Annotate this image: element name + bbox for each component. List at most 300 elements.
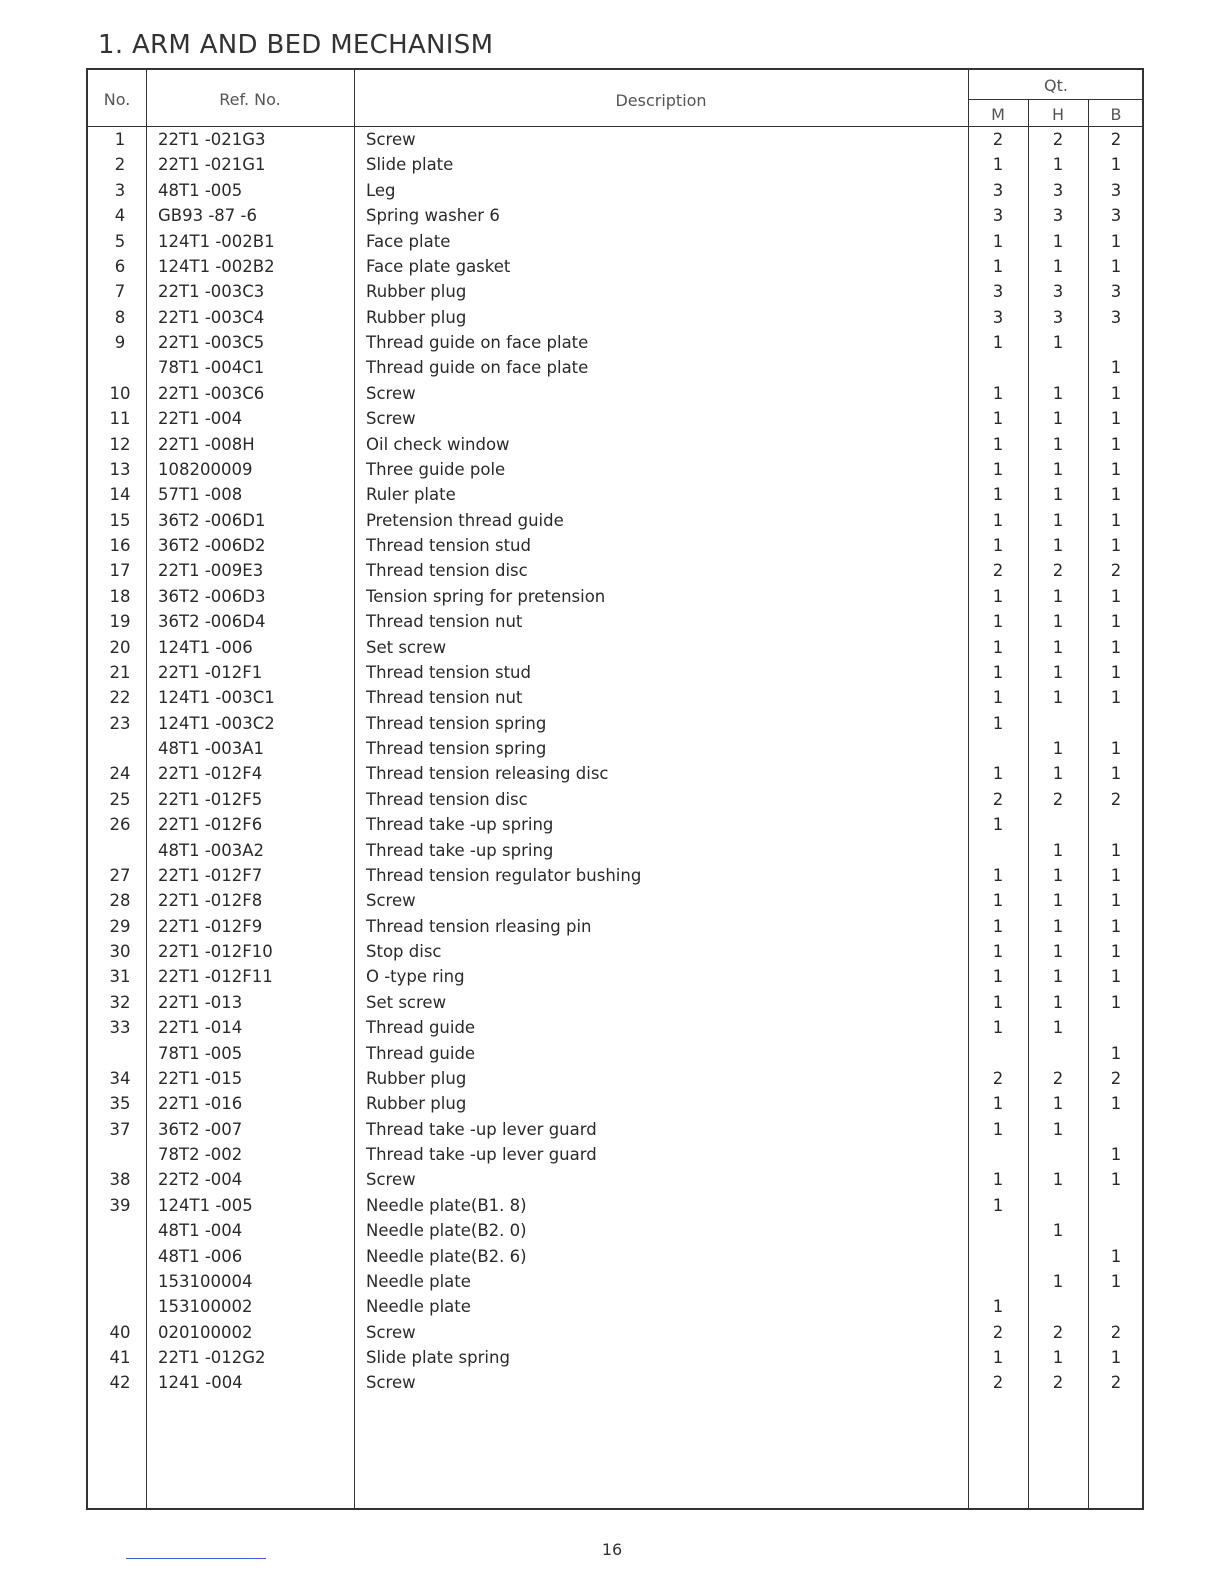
cell-description: Tension spring for pretension — [366, 586, 606, 606]
table-row — [88, 585, 1142, 610]
table-row — [88, 255, 1142, 280]
table-row — [88, 889, 1142, 914]
cell-qty-h: 1 — [1052, 231, 1064, 251]
cell-qty-m: 1 — [992, 1094, 1004, 1114]
cell-ref: 22T1 -012F9 — [158, 916, 263, 936]
cell-qty-m: 1 — [992, 256, 1004, 276]
cell-ref: 36T2 -006D1 — [158, 510, 266, 530]
cell-description: Thread tension spring — [366, 739, 547, 758]
cell-no: 21 — [109, 662, 131, 682]
table-row — [88, 534, 1142, 559]
cell-no: 7 — [114, 282, 126, 302]
cell-qty-h: 2 — [1052, 1322, 1064, 1342]
header-h: H — [1051, 105, 1065, 124]
cell-qty-h: 1 — [1052, 1119, 1064, 1139]
cell-qty-m: 1 — [992, 815, 1004, 835]
cell-qty-b: 1 — [1110, 485, 1122, 505]
table-row — [88, 712, 1142, 737]
cell-qty-b: 1 — [1110, 231, 1122, 251]
table-row — [88, 204, 1142, 229]
cell-qty-h: 1 — [1052, 1221, 1064, 1241]
cell-no: 34 — [109, 1068, 131, 1088]
cell-description: Thread tension disc — [366, 789, 528, 809]
table-row — [88, 1067, 1142, 1092]
cell-description: Thread tension releasing disc — [366, 764, 609, 784]
cell-ref: 22T1 -016 — [158, 1094, 243, 1114]
table-body — [88, 128, 1142, 1397]
cell-ref: 48T1 -003A2 — [158, 840, 265, 860]
cell-qty-h: 1 — [1052, 1018, 1064, 1038]
cell-description: Thread tension disc — [366, 561, 528, 581]
cell-description: Screw — [366, 1170, 416, 1190]
cell-ref: GB93 -87 -6 — [158, 206, 257, 226]
cell-no: 18 — [109, 586, 131, 606]
cell-ref: 36T2 -006D2 — [158, 536, 266, 555]
cell-no: 30 — [109, 942, 131, 961]
cell-ref: 22T1 -012F7 — [158, 865, 263, 885]
cell-no: 5 — [114, 231, 126, 251]
cell-no: 39 — [109, 1195, 131, 1215]
header-description: Description — [615, 91, 707, 110]
page-title: 1. ARM AND BED MECHANISM — [98, 30, 494, 60]
table-row — [88, 458, 1142, 483]
cell-qty-h: 1 — [1052, 1170, 1064, 1190]
cell-no: 27 — [109, 865, 131, 885]
cell-qty-m: 1 — [992, 231, 1004, 251]
cell-qty-b: 1 — [1110, 1094, 1122, 1114]
cell-qty-m: 1 — [992, 155, 1004, 175]
header-ref: Ref. No. — [219, 90, 281, 109]
cell-qty-m: 1 — [992, 662, 1004, 682]
cell-no: 16 — [109, 536, 131, 555]
cell-qty-h: 1 — [1052, 256, 1064, 276]
cell-ref: 124T1 -002B1 — [158, 231, 275, 251]
table-row — [88, 1295, 1142, 1320]
table-row — [88, 1092, 1142, 1117]
cell-description: Thread take -up lever guard — [366, 1145, 597, 1164]
cell-ref: 22T1 -012F10 — [158, 942, 273, 961]
cell-ref: 22T1 -012F11 — [158, 967, 273, 987]
cell-qty-b: 1 — [1110, 1170, 1122, 1190]
cell-qty-m: 1 — [992, 942, 1004, 961]
cell-qty-m: 1 — [992, 637, 1004, 657]
cell-no: 33 — [109, 1018, 131, 1038]
cell-qty-h: 1 — [1052, 688, 1064, 708]
cell-qty-h: 3 — [1052, 206, 1064, 226]
cell-ref: 124T1 -006 — [158, 637, 253, 657]
cell-qty-m: 1 — [992, 333, 1004, 352]
cell-ref: 48T1 -003A1 — [158, 739, 265, 758]
header-m: M — [991, 105, 1005, 124]
table-row — [88, 864, 1142, 889]
cell-description: Ruler plate — [366, 485, 456, 505]
cell-qty-m: 2 — [992, 789, 1004, 809]
header-no: No. — [103, 90, 131, 109]
cell-qty-m: 1 — [992, 409, 1004, 429]
cell-qty-b: 2 — [1110, 1322, 1122, 1342]
cell-description: Needle plate — [366, 1271, 471, 1291]
cell-description: Screw — [366, 409, 416, 429]
cell-ref: 22T1 -012F1 — [158, 662, 263, 682]
cell-ref: 22T1 -012F8 — [158, 891, 263, 911]
cell-qty-b: 1 — [1110, 1145, 1122, 1164]
table-row — [88, 153, 1142, 178]
table-row — [88, 1194, 1142, 1219]
cell-description: Thread guide on face plate — [366, 358, 589, 378]
cell-description: Thread guide — [366, 1018, 476, 1038]
cell-description: Needle plate(B1. 8) — [366, 1195, 527, 1215]
cell-no: 28 — [109, 891, 131, 911]
cell-description: Rubber plug — [366, 1094, 467, 1114]
cell-no: 12 — [109, 434, 131, 454]
cell-no: 32 — [109, 992, 131, 1012]
cell-ref: 22T2 -004 — [158, 1170, 243, 1190]
cell-qty-h: 1 — [1052, 510, 1064, 530]
table-row — [88, 813, 1142, 838]
table-row — [88, 1168, 1142, 1193]
cell-ref: 108200009 — [158, 459, 253, 479]
cell-qty-b: 1 — [1110, 739, 1122, 758]
table-row — [88, 762, 1142, 787]
footer-rule — [126, 1558, 266, 1559]
cell-ref: 22T1 -012F4 — [158, 764, 263, 784]
cell-ref: 22T1 -009E3 — [158, 561, 264, 581]
cell-description: Leg — [366, 180, 396, 200]
cell-qty-b: 1 — [1110, 992, 1122, 1012]
cell-description: Thread tension rleasing pin — [366, 916, 592, 936]
cell-qty-h: 1 — [1052, 840, 1064, 860]
table-row — [88, 788, 1142, 813]
cell-qty-b: 1 — [1110, 409, 1122, 429]
table-row — [88, 940, 1142, 965]
cell-description: Face plate gasket — [366, 256, 511, 276]
cell-no: 42 — [109, 1373, 131, 1393]
header-divider — [88, 126, 1142, 127]
table-row — [88, 382, 1142, 407]
cell-qty-m: 1 — [992, 1018, 1004, 1038]
table-row — [88, 839, 1142, 864]
cell-qty-m: 1 — [992, 1297, 1004, 1317]
cell-qty-m: 1 — [992, 459, 1004, 479]
cell-no: 24 — [109, 764, 131, 784]
cell-qty-m: 1 — [992, 688, 1004, 708]
cell-ref: 36T2 -007 — [158, 1119, 243, 1139]
cell-no: 3 — [114, 180, 126, 200]
table-row — [88, 1371, 1142, 1396]
cell-qty-b: 1 — [1110, 865, 1122, 885]
cell-qty-h: 1 — [1052, 865, 1064, 885]
cell-qty-h: 3 — [1052, 282, 1064, 302]
cell-description: Thread guide — [366, 1043, 476, 1063]
cell-qty-m: 1 — [992, 713, 1004, 733]
cell-qty-m: 2 — [992, 1068, 1004, 1088]
cell-description: Needle plate(B2. 6) — [366, 1246, 527, 1266]
cell-ref: 124T1 -005 — [158, 1195, 253, 1215]
cell-qty-b: 1 — [1110, 1271, 1122, 1291]
cell-qty-b: 2 — [1110, 1373, 1122, 1393]
cell-no: 25 — [109, 789, 131, 809]
cell-qty-h: 1 — [1052, 536, 1064, 555]
table-row — [88, 407, 1142, 432]
cell-qty-m: 1 — [992, 485, 1004, 505]
cell-description: Thread guide on face plate — [366, 333, 589, 352]
cell-qty-m: 1 — [992, 967, 1004, 987]
cell-ref: 22T1 -008H — [158, 434, 255, 454]
table-row — [88, 661, 1142, 686]
cell-ref: 020100002 — [158, 1322, 253, 1342]
cell-description: Thread take -up spring — [366, 815, 554, 835]
divider — [968, 99, 1142, 100]
cell-description: Thread tension stud — [366, 536, 531, 555]
cell-ref: 22T1 -013 — [158, 992, 243, 1012]
header-qt: Qt. — [1044, 76, 1068, 95]
cell-description: Screw — [366, 1373, 416, 1393]
cell-no: 8 — [114, 307, 126, 327]
cell-qty-h: 1 — [1052, 942, 1064, 961]
cell-qty-m: 1 — [992, 992, 1004, 1012]
cell-ref: 124T1 -002B2 — [158, 256, 275, 276]
cell-qty-h: 1 — [1052, 637, 1064, 657]
cell-no: 9 — [114, 333, 126, 352]
cell-qty-h: 3 — [1052, 180, 1064, 200]
cell-qty-b: 1 — [1110, 662, 1122, 682]
cell-description: Three guide pole — [366, 459, 506, 479]
cell-ref: 57T1 -008 — [158, 485, 243, 505]
table-row — [88, 509, 1142, 534]
cell-qty-m: 1 — [992, 916, 1004, 936]
cell-ref: 22T1 -015 — [158, 1068, 243, 1088]
cell-qty-h: 1 — [1052, 612, 1064, 632]
cell-qty-h: 1 — [1052, 434, 1064, 454]
cell-qty-b: 2 — [1110, 789, 1122, 809]
cell-qty-m: 3 — [992, 282, 1004, 302]
cell-qty-b: 1 — [1110, 688, 1122, 708]
cell-description: Thread tension spring — [366, 713, 547, 733]
table-row — [88, 179, 1142, 204]
cell-qty-b: 1 — [1110, 155, 1122, 175]
cell-no: 41 — [109, 1348, 131, 1367]
cell-qty-b: 1 — [1110, 256, 1122, 276]
cell-qty-b: 2 — [1110, 561, 1122, 581]
cell-qty-m: 2 — [992, 561, 1004, 581]
cell-qty-h: 1 — [1052, 1348, 1064, 1367]
cell-qty-b: 1 — [1110, 536, 1122, 555]
cell-qty-h: 1 — [1052, 764, 1064, 784]
cell-qty-m: 2 — [992, 1322, 1004, 1342]
cell-qty-h: 1 — [1052, 1094, 1064, 1114]
cell-no: 37 — [109, 1119, 131, 1139]
cell-qty-m: 1 — [992, 1119, 1004, 1139]
cell-description: Thread take -up lever guard — [366, 1119, 597, 1139]
cell-no: 35 — [109, 1094, 131, 1114]
cell-no: 1 — [114, 130, 126, 149]
cell-qty-b: 1 — [1110, 1246, 1122, 1266]
table-row — [88, 686, 1142, 711]
table-row — [88, 1143, 1142, 1168]
table-row — [88, 965, 1142, 990]
cell-description: Thread tension stud — [366, 662, 531, 682]
cell-qty-h: 2 — [1052, 789, 1064, 809]
cell-qty-m: 1 — [992, 536, 1004, 555]
cell-qty-h: 1 — [1052, 967, 1064, 987]
cell-qty-m: 1 — [992, 1170, 1004, 1190]
table-row — [88, 1245, 1142, 1270]
cell-ref: 22T1 -012F5 — [158, 789, 263, 809]
cell-qty-b: 1 — [1110, 967, 1122, 987]
table-row — [88, 1042, 1142, 1067]
cell-description: Screw — [366, 130, 416, 149]
cell-qty-b: 1 — [1110, 459, 1122, 479]
cell-no: 11 — [109, 409, 131, 429]
cell-no: 22 — [109, 688, 131, 708]
cell-qty-b: 2 — [1110, 1068, 1122, 1088]
table-row — [88, 610, 1142, 635]
cell-qty-m: 2 — [992, 130, 1004, 149]
cell-description: Rubber plug — [366, 1068, 467, 1088]
cell-qty-h: 1 — [1052, 485, 1064, 505]
page-number: 16 — [601, 1540, 623, 1559]
cell-qty-m: 3 — [992, 307, 1004, 327]
cell-ref: 22T1 -003C3 — [158, 282, 265, 302]
cell-qty-h: 1 — [1052, 155, 1064, 175]
cell-description: Thread tension regulator bushing — [366, 865, 642, 885]
cell-ref: 36T2 -006D4 — [158, 612, 266, 632]
cell-description: Set screw — [366, 637, 447, 657]
cell-qty-b: 1 — [1110, 916, 1122, 936]
cell-qty-h: 1 — [1052, 992, 1064, 1012]
cell-qty-b: 1 — [1110, 1348, 1122, 1367]
parts-table — [86, 68, 1144, 1510]
cell-description: Slide plate spring — [366, 1348, 510, 1367]
cell-qty-h: 1 — [1052, 662, 1064, 682]
cell-ref: 78T1 -005 — [158, 1043, 243, 1063]
cell-description: Slide plate — [366, 155, 454, 175]
table-row — [88, 280, 1142, 305]
table-row — [88, 915, 1142, 940]
cell-qty-m: 1 — [992, 764, 1004, 784]
cell-qty-h: 1 — [1052, 891, 1064, 911]
cell-qty-h: 2 — [1052, 561, 1064, 581]
cell-ref: 36T2 -006D3 — [158, 586, 266, 606]
cell-description: Thread take -up spring — [366, 840, 554, 860]
cell-ref: 22T1 -021G1 — [158, 155, 266, 175]
cell-qty-m: 1 — [992, 1195, 1004, 1215]
cell-qty-h: 2 — [1052, 1373, 1064, 1393]
cell-qty-b: 1 — [1110, 510, 1122, 530]
cell-description: Pretension thread guide — [366, 510, 564, 530]
cell-description: Spring washer 6 — [366, 206, 500, 226]
table-row — [88, 737, 1142, 762]
cell-description: Oil check window — [366, 434, 510, 454]
table-row — [88, 636, 1142, 661]
cell-no: 29 — [109, 916, 131, 936]
table-row — [88, 1321, 1142, 1346]
cell-qty-h: 2 — [1052, 1068, 1064, 1088]
cell-qty-h: 1 — [1052, 916, 1064, 936]
cell-qty-m: 1 — [992, 383, 1004, 403]
cell-qty-h: 1 — [1052, 383, 1064, 403]
cell-no: 4 — [114, 206, 126, 226]
cell-qty-h: 1 — [1052, 739, 1064, 758]
cell-qty-m: 3 — [992, 180, 1004, 200]
cell-qty-m: 1 — [992, 510, 1004, 530]
cell-qty-b: 1 — [1110, 1043, 1122, 1063]
cell-no: 19 — [109, 612, 131, 632]
cell-qty-m: 1 — [992, 1348, 1004, 1367]
table-row — [88, 433, 1142, 458]
cell-ref: 48T1 -006 — [158, 1246, 243, 1266]
cell-description: Set screw — [366, 992, 447, 1012]
table-row — [88, 483, 1142, 508]
cell-no: 38 — [109, 1170, 131, 1190]
cell-ref: 78T1 -004C1 — [158, 358, 265, 378]
header-b: B — [1110, 105, 1122, 124]
cell-description: Needle plate — [366, 1297, 471, 1317]
cell-no: 23 — [109, 713, 131, 733]
cell-qty-h: 1 — [1052, 586, 1064, 606]
cell-ref: 124T1 -003C2 — [158, 713, 275, 733]
cell-no: 13 — [109, 459, 131, 479]
table-row — [88, 306, 1142, 331]
cell-ref: 48T1 -005 — [158, 180, 243, 200]
cell-no: 6 — [114, 256, 126, 276]
cell-qty-b: 1 — [1110, 586, 1122, 606]
cell-ref: 22T1 -003C5 — [158, 333, 265, 352]
cell-no: 26 — [109, 815, 131, 835]
cell-description: Rubber plug — [366, 307, 467, 327]
cell-qty-b: 3 — [1110, 180, 1122, 200]
cell-ref: 22T1 -012F6 — [158, 815, 263, 835]
cell-description: Screw — [366, 1322, 416, 1342]
cell-qty-b: 3 — [1110, 307, 1122, 327]
cell-qty-h: 2 — [1052, 130, 1064, 149]
cell-qty-b: 1 — [1110, 764, 1122, 784]
cell-ref: 124T1 -003C1 — [158, 688, 275, 708]
cell-qty-b: 3 — [1110, 282, 1122, 302]
cell-description: Thread tension nut — [366, 612, 523, 632]
cell-qty-b: 1 — [1110, 942, 1122, 961]
cell-ref: 22T1 -003C4 — [158, 307, 265, 327]
cell-ref: 22T1 -012G2 — [158, 1348, 266, 1367]
cell-qty-b: 1 — [1110, 612, 1122, 632]
table-row — [88, 128, 1142, 153]
cell-qty-b: 1 — [1110, 358, 1122, 378]
cell-description: Stop disc — [366, 942, 442, 961]
cell-qty-b: 3 — [1110, 206, 1122, 226]
cell-qty-b: 1 — [1110, 434, 1122, 454]
table-row — [88, 230, 1142, 255]
cell-qty-h: 1 — [1052, 1271, 1064, 1291]
cell-ref: 22T1 -014 — [158, 1018, 243, 1038]
cell-qty-b: 1 — [1110, 840, 1122, 860]
table-row — [88, 331, 1142, 356]
cell-no: 40 — [109, 1322, 131, 1342]
cell-ref: 22T1 -021G3 — [158, 130, 266, 149]
cell-qty-b: 2 — [1110, 130, 1122, 149]
cell-description: Rubber plug — [366, 282, 467, 302]
cell-ref: 153100004 — [158, 1271, 253, 1291]
table-row — [88, 1219, 1142, 1244]
cell-no: 10 — [109, 383, 131, 403]
cell-no: 2 — [114, 155, 126, 175]
table-row — [88, 1016, 1142, 1041]
cell-qty-h: 3 — [1052, 307, 1064, 327]
cell-qty-h: 1 — [1052, 459, 1064, 479]
cell-no: 20 — [109, 637, 131, 657]
cell-ref: 153100002 — [158, 1297, 253, 1317]
cell-qty-m: 1 — [992, 865, 1004, 885]
cell-no: 14 — [109, 485, 131, 505]
